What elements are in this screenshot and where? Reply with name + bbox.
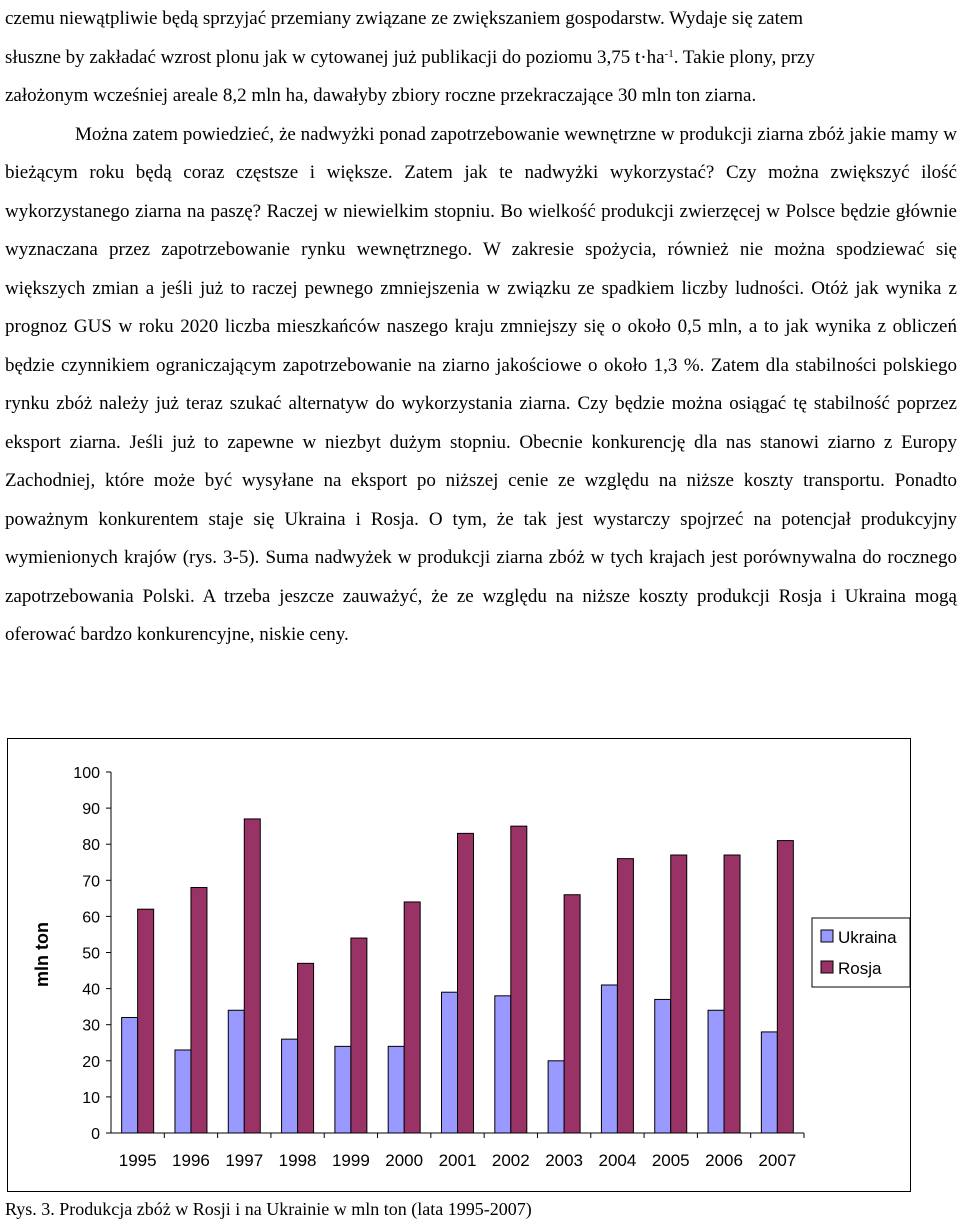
bar-rosja-2004: [617, 859, 633, 1133]
paragraph-1-line-1: czemu niewątpliwie będą sprzyjać przemiany związane ze zwiększaniem gospodarstw. Wydaje się zatem: [5, 8, 804, 29]
bar-chart: [8, 739, 912, 1193]
y-tick-label: 70: [82, 873, 100, 891]
y-tick-label: 100: [73, 765, 100, 782]
paragraph-1-line-3: założonym wcześniej areale 8,2 mln ha, dawałyby zbiory roczne przekraczające 30 mln ton ziarna.: [5, 85, 757, 106]
x-tick-label: 2002: [491, 1151, 530, 1170]
bar-rosja-2007: [777, 841, 793, 1133]
paragraph-1: [5, 0, 957, 116]
y-tick-label: 30: [82, 1017, 100, 1035]
chart-container: [7, 738, 911, 1192]
bar-rosja-2000: [404, 902, 420, 1133]
bar-rosja-1997: [244, 819, 260, 1133]
bar-ukraina-1998: [282, 1039, 298, 1133]
bar-ukraina-1997: [228, 1010, 244, 1133]
bar-rosja-2001: [458, 833, 474, 1133]
bar-rosja-2005: [671, 855, 687, 1133]
y-tick-label: 20: [82, 1053, 100, 1071]
y-tick-label: 80: [82, 837, 100, 855]
x-tick-label: 1997: [225, 1151, 264, 1170]
x-tick-label: 2005: [651, 1151, 690, 1170]
x-tick-label: 2004: [598, 1151, 637, 1170]
bar-rosja-2002: [511, 826, 527, 1133]
x-tick-label: 1995: [118, 1151, 157, 1170]
paragraph-1-line-2-end: . Takie plony, przy: [673, 46, 815, 68]
x-tick-label: 2007: [758, 1151, 797, 1170]
paragraph-2: Można zatem powiedzieć, że nadwyżki ponad zapotrzebowanie wewnętrzne w produkcji ziarna zbóż jakie mamy w bieżącym roku będą coraz częstsze i większe. Zatem jak te nadwyżki wykorzystać? Czy można zwiększyć ilość wykorzystanego ziarna na paszę? Raczej w niewielkim stopniu. Bo wielkość produkcji zwierzęcej w Polsce będzie głównie wyznaczana przez zapotrzebowanie rynku wewnętrznego. W zakresie spożycia, również nie można spodziewać się większych zmian a jeśli już to raczej pewnego zmniejszenia w związku ze spadkiem liczby ludności. Otóż jak wynika z prognoz GUS w roku 2020 liczba mieszkańców naszego kraju zmniejszy się o około 0,5 mln, a to jak wynika z obliczeń będzie czynnikiem ograniczającym zapotrzebowanie na ziarno jakościowe o około 1,3 %. Zatem dla stabilności polskiego rynku zbóż należy już teraz szukać alternatyw do wykorzystania ziarna. Czy będzie można osiągać tę stabilność poprzez eksport ziarna. Jeśli już to zapewne w niezbyt dużym stopniu. Obecnie konkurencję dla nas stanowi ziarno z Europy Zachodniej, które może być wysyłane na eksport po niższej cenie ze względu na niższe koszty transportu. Ponadto poważnym konkurentem staje się Ukraina i Rosja. O tym, że tak jest wystarczy spojrzeć na potencjał produkcyjny wymienionych krajów (rys. 3-5). Suma nadwyżek w produkcji ziarna zbóż w tych krajach jest porównywalna do rocznego zapotrzebowania Polski. A trzeba jeszcze zauważyć, że ze względu na niższe koszty produkcji Rosja i Ukraina mogą oferować bardzo konkurencyjne, niskie ceny.: [5, 123, 957, 645]
y-tick-label: 10: [82, 1089, 100, 1107]
legend-label-ukraina: Ukraina: [838, 928, 897, 947]
bar-ukraina-2000: [388, 1046, 404, 1133]
legend-swatch-ukraina: [821, 930, 833, 942]
bar-ukraina-2006: [708, 1010, 724, 1133]
y-axis-title: mln ton: [32, 922, 52, 987]
bar-ukraina-1995: [122, 1017, 138, 1133]
x-tick-label: 1998: [278, 1151, 317, 1170]
y-tick-label: 0: [91, 1126, 100, 1143]
paragraph-1-line-2: słuszne by zakładać wzrost plonu jak w cytowanej już publikacji do poziomu 3,75 t·ha: [5, 46, 665, 68]
legend-label-rosja: Rosja: [838, 959, 882, 978]
x-tick-label: 2003: [545, 1151, 584, 1170]
body-text: [5, 0, 957, 655]
bar-rosja-2003: [564, 895, 580, 1133]
bar-ukraina-2002: [495, 996, 511, 1133]
y-tick-label: 60: [82, 909, 100, 927]
bar-ukraina-2003: [548, 1061, 564, 1133]
bar-ukraina-1996: [175, 1050, 191, 1133]
x-tick-label: 1996: [172, 1151, 210, 1170]
superscript: -1: [664, 47, 674, 60]
bar-rosja-1996: [191, 888, 207, 1133]
x-tick-label: 2000: [385, 1151, 424, 1170]
bar-rosja-1999: [351, 938, 367, 1133]
x-tick-label: 2001: [438, 1151, 477, 1170]
x-tick-label: 1999: [331, 1151, 370, 1170]
bar-ukraina-2004: [601, 985, 617, 1133]
bar-ukraina-2007: [761, 1032, 777, 1133]
bar-rosja-2006: [724, 855, 740, 1133]
legend-swatch-rosja: [821, 961, 833, 973]
bar-ukraina-1999: [335, 1046, 351, 1133]
bar-rosja-1995: [138, 909, 154, 1133]
x-tick-label: 2006: [705, 1151, 743, 1170]
figure-caption: Rys. 3. Produkcja zbóż w Rosji i na Ukrainie w mln ton (lata 1995-2007): [5, 1199, 532, 1219]
bar-ukraina-2001: [442, 992, 458, 1133]
y-tick-label: 90: [82, 801, 100, 819]
bar-ukraina-2005: [655, 999, 671, 1133]
y-tick-label: 40: [82, 981, 100, 999]
y-tick-label: 50: [82, 945, 100, 963]
bar-rosja-1998: [298, 963, 314, 1133]
